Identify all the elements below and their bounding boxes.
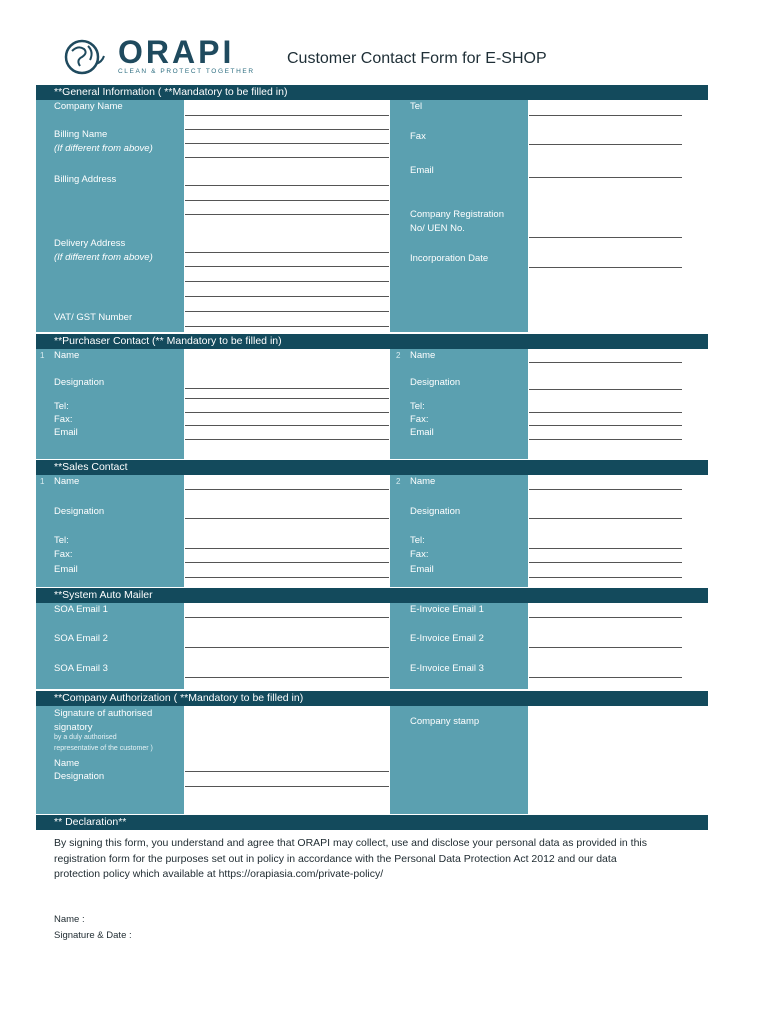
authorization-designation-field[interactable]: [185, 786, 389, 787]
purchaser-2-fax-field[interactable]: [529, 425, 682, 426]
billing-address-field-1[interactable]: [185, 185, 389, 186]
sales-1-designation-field[interactable]: [185, 518, 389, 519]
billing-name-field-2[interactable]: [185, 157, 389, 158]
billing-name-label: Billing Name: [54, 129, 108, 140]
purchaser-1-designation-label: Designation: [54, 377, 105, 388]
purchaser-number-2: 2: [396, 351, 401, 360]
purchaser-1-email-field[interactable]: [185, 439, 389, 440]
sales-2-designation-label: Designation: [410, 506, 461, 517]
declaration-text: By signing this form, you understand and agree that ORAPI may collect, use and disclose your personal data as provided in this registration form for the purposes set out in policy in accordance with the Personal Data Protection Act 2012 and our data protection policy which available at https://orapiasia.com/private-policy/: [54, 837, 647, 880]
sales-header: **Sales Contact: [36, 460, 708, 475]
purchaser-2-tel-field[interactable]: [529, 412, 682, 413]
vat-field-2[interactable]: [185, 326, 389, 327]
billing-name-field[interactable]: [185, 143, 389, 144]
signature-note-1: by a duly authorised: [54, 734, 117, 741]
einvoice-email-1-label: E-Invoice Email 1: [410, 604, 484, 615]
purchaser-2-designation-label: Designation: [410, 377, 461, 388]
company-registration-label-1: Company Registration: [410, 209, 504, 220]
purchaser-2-tel-label: Tel:: [410, 401, 425, 412]
sales-2-email-label: Email: [410, 564, 434, 575]
delivery-address-field-1[interactable]: [185, 252, 389, 253]
orapi-logo-icon: [62, 38, 108, 76]
sales-2-fax-field[interactable]: [529, 562, 682, 563]
purchaser-2-email-label: Email: [410, 427, 434, 438]
purchaser-1-tel-label: Tel:: [54, 401, 69, 412]
sales-2-name-field[interactable]: [529, 489, 682, 490]
company-name-field[interactable]: [185, 115, 389, 116]
soa-email-1-field[interactable]: [185, 617, 389, 618]
purchaser-2-fax-label: Fax:: [410, 414, 429, 425]
soa-email-2-field[interactable]: [185, 647, 389, 648]
authorization-header: **Company Authorization ( **Mandatory to be filled in): [36, 691, 708, 706]
einvoice-email-1-field[interactable]: [529, 617, 682, 618]
purchaser-header: **Purchaser Contact (** Mandatory to be filled in): [36, 334, 708, 349]
einvoice-email-3-label: E-Invoice Email 3: [410, 663, 484, 674]
mailer-header: **System Auto Mailer: [36, 588, 708, 603]
purchaser-2-email-field[interactable]: [529, 439, 682, 440]
delivery-address-note: (If different from above): [54, 252, 153, 263]
purchaser-1-fax-label: Fax:: [54, 414, 73, 425]
purchaser-1-name-field[interactable]: [185, 388, 389, 389]
vat-label: VAT/ GST Number: [54, 312, 133, 323]
incorporation-date-field[interactable]: [529, 267, 682, 268]
delivery-address-field-4[interactable]: [185, 296, 389, 297]
fax-field[interactable]: [529, 144, 682, 145]
sales-2-tel-field[interactable]: [529, 548, 682, 549]
signature-label-1: Signature of authorised: [54, 708, 153, 719]
sales-1-email-field[interactable]: [185, 577, 389, 578]
signature-label-2: signatory: [54, 722, 93, 733]
purchaser-2-designation-field[interactable]: [529, 389, 682, 390]
billing-address-label: Billing Address: [54, 174, 117, 185]
email-field[interactable]: [529, 177, 682, 178]
declaration-header: ** Declaration**: [36, 815, 708, 830]
sales-1-name-label: Name: [54, 476, 80, 487]
brand-name: ORAPI: [118, 34, 235, 70]
tel-label: Tel: [410, 101, 423, 112]
company-stamp-label: Company stamp: [410, 716, 480, 727]
email-label: Email: [410, 165, 434, 176]
einvoice-email-3-field[interactable]: [529, 677, 682, 678]
delivery-address-label: Delivery Address: [54, 238, 126, 249]
billing-name-note: (If different from above): [54, 143, 153, 154]
sales-2-fax-label: Fax:: [410, 549, 429, 560]
company-name-field-2[interactable]: [185, 129, 389, 130]
soa-email-1-label: SOA Email 1: [54, 604, 108, 615]
purchaser-1-designation-field[interactable]: [185, 398, 389, 399]
soa-email-3-label: SOA Email 3: [54, 663, 108, 674]
sales-2-email-field[interactable]: [529, 577, 682, 578]
purchaser-2-name-field[interactable]: [529, 362, 682, 363]
sales-number-1: 1: [40, 477, 45, 486]
tel-field[interactable]: [529, 115, 682, 116]
vat-field[interactable]: [185, 311, 389, 312]
company-registration-label-2: No/ UEN No.: [410, 223, 465, 234]
general-header: **General Information ( **Mandatory to be filled in): [36, 85, 708, 100]
brand-tagline: CLEAN & PROTECT TOGETHER: [118, 68, 255, 75]
signature-note-2: representative of the customer ): [54, 745, 153, 752]
sales-1-fax-field[interactable]: [185, 562, 389, 563]
form-title: Customer Contact Form for E-SHOP: [287, 50, 547, 67]
sales-number-2: 2: [396, 477, 401, 486]
einvoice-email-2-field[interactable]: [529, 647, 682, 648]
purchaser-1-tel-field[interactable]: [185, 412, 389, 413]
purchaser-1-name-label: Name: [54, 350, 80, 361]
company-registration-field[interactable]: [529, 237, 682, 238]
sales-1-designation-label: Designation: [54, 506, 105, 517]
fax-label: Fax: [410, 131, 426, 142]
billing-address-field-3[interactable]: [185, 214, 389, 215]
delivery-address-field-2[interactable]: [185, 266, 389, 267]
sales-1-name-field[interactable]: [185, 489, 389, 490]
sales-1-tel-field[interactable]: [185, 548, 389, 549]
soa-email-3-field[interactable]: [185, 677, 389, 678]
authorization-designation-label: Designation: [54, 771, 105, 782]
einvoice-email-2-label: E-Invoice Email 2: [410, 633, 484, 644]
sales-2-tel-label: Tel:: [410, 535, 425, 546]
purchaser-2-name-label: Name: [410, 350, 436, 361]
billing-address-field-2[interactable]: [185, 200, 389, 201]
soa-email-2-label: SOA Email 2: [54, 633, 108, 644]
purchaser-number-1: 1: [40, 351, 45, 360]
authorization-name-field[interactable]: [185, 771, 389, 772]
sales-2-name-label: Name: [410, 476, 436, 487]
sales-1-tel-label: Tel:: [54, 535, 69, 546]
declaration-name-label: Name :: [54, 914, 85, 925]
purchaser-1-email-label: Email: [54, 427, 78, 438]
sales-1-fax-label: Fax:: [54, 549, 73, 560]
sales-1-email-label: Email: [54, 564, 78, 575]
authorization-name-label: Name: [54, 758, 80, 769]
company-name-label: Company Name: [54, 101, 123, 112]
sales-2-designation-field[interactable]: [529, 518, 682, 519]
incorporation-date-label: Incorporation Date: [410, 253, 489, 264]
delivery-address-field-3[interactable]: [185, 281, 389, 282]
declaration-signature-date-label: Signature & Date :: [54, 930, 132, 941]
purchaser-1-fax-field[interactable]: [185, 425, 389, 426]
